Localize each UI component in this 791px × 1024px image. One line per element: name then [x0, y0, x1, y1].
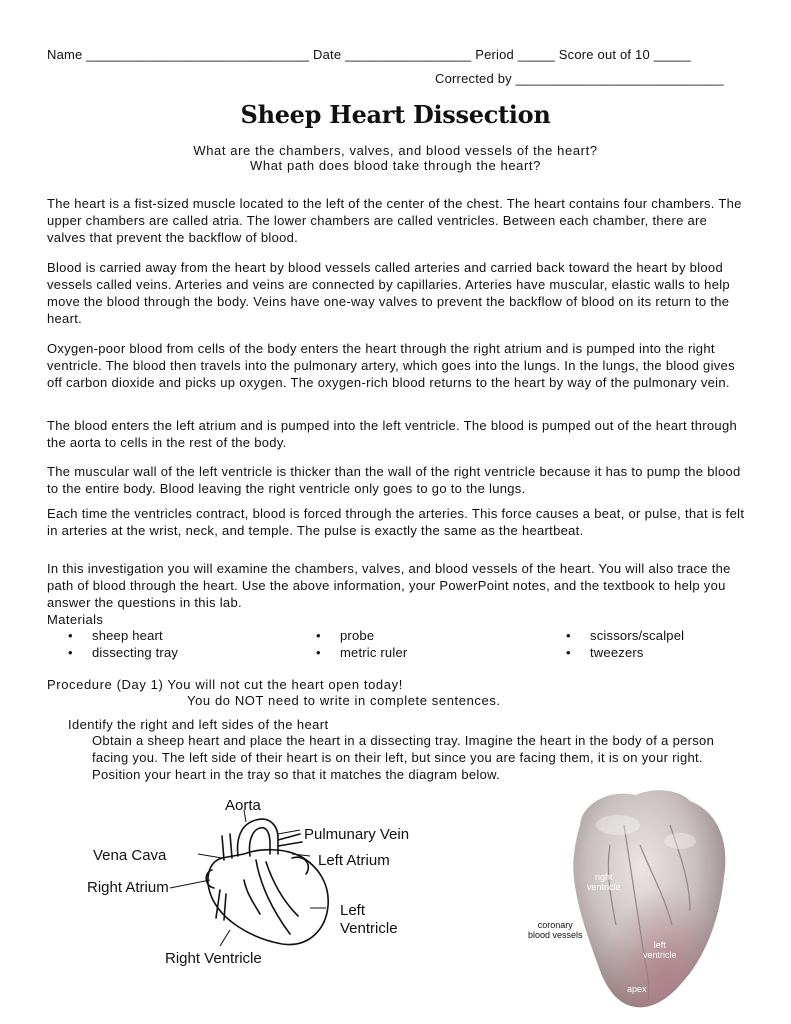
- corrected-by-field: Corrected by ____________________________: [435, 71, 724, 86]
- procedure-note: You do NOT need to write in complete sentences.: [187, 693, 501, 708]
- diagram-label-left-ventricle: Left Ventricle: [340, 902, 398, 937]
- photo-label-left-ventricle: left ventricle: [643, 940, 677, 960]
- material-item: • scissors/scalpel: [566, 628, 684, 643]
- diagram-label-right-atrium: Right Atrium: [87, 879, 169, 896]
- diagram-label-left-atrium: Left Atrium: [318, 852, 390, 869]
- material-item: • probe: [316, 628, 374, 643]
- subtitle-question-1: What are the chambers, valves, and blood vessels of the heart?: [193, 143, 598, 158]
- paragraph-left-side: The blood enters the left atrium and is pumped into the left ventricle. The blood is pumped out of the heart through the aorta to cells in the rest of the body.: [47, 418, 738, 450]
- paragraph-heart-intro: The heart is a fist-sized muscle located to the left of the center of the chest. The heart contains four chambers. The upper chambers are called atria. The lower chambers are called ventricles. Between each chamber, there are valves that prevent the backflow of blood.: [47, 196, 742, 245]
- diagram-label-vena-cava: Vena Cava: [93, 847, 167, 864]
- paragraph-blood-vessels: Blood is carried away from the heart by blood vessels called arteries and carried back toward the heart by blood vessels called veins. Arteries and veins are connected by capillaries. Arteries have muscular, elastic walls to help move the blood through the body. Veins have one-way valves to prevent the backflow of blood on its return to the heart.: [47, 260, 730, 326]
- photo-label-coronary-vessels: coronary blood vessels: [528, 920, 583, 940]
- step-heading: Identify the right and left sides of the heart: [68, 717, 329, 732]
- photo-label-right-ventricle: right ventricle: [587, 872, 621, 892]
- material-item: • metric ruler: [316, 645, 407, 660]
- diagram-label-aorta: Aorta: [225, 797, 261, 814]
- material-item: • sheep heart: [68, 628, 163, 643]
- photo-label-apex: apex: [627, 984, 647, 994]
- material-item: • tweezers: [566, 645, 644, 660]
- paragraph-muscular-wall: The muscular wall of the left ventricle is thicker than the wall of the right ventricle because it has to pump the blood to the entire body. Blood leaving the right ventricle only goes to go to the lungs.: [47, 464, 741, 496]
- paragraph-blood-path: Oxygen-poor blood from cells of the body enters the heart through the right atrium and is pumped into the right ventricle. The blood then travels into the pulmonary artery, which goes into the lungs. In the lungs, the blood gives off carbon dioxide and picks up oxygen. The oxygen-rich blood returns to the heart by way of the pulmonary vein.: [47, 341, 735, 390]
- subtitle-question-2: What path does blood take through the heart?: [250, 158, 541, 173]
- procedure-heading: Procedure (Day 1) You will not cut the heart open today!: [47, 677, 403, 692]
- step-instructions: Obtain a sheep heart and place the heart in a dissecting tray. Imagine the heart in the body of a person facing you. The left side of their heart is on their left, but since you are facing them, it is on your right. Position your heart in the tray so that it matches the diagram below.: [92, 733, 715, 782]
- page-title: Sheep Heart Dissection: [240, 100, 551, 129]
- paragraph-investigation: In this investigation you will examine the chambers, valves, and blood vessels of the heart. You will also trace the path of blood through the heart. Use the above information, your PowerPoint notes, and the textbook to help you answer the questions in this lab.: [47, 561, 731, 610]
- sheep-heart-photo: [540, 785, 750, 1015]
- header-fields: Name ______________________________ Date _________________ Period _____ Score out of 10 _____: [47, 47, 691, 62]
- diagram-label-right-ventricle: Right Ventricle: [165, 950, 262, 967]
- materials-heading: Materials: [47, 612, 104, 627]
- paragraph-pulse: Each time the ventricles contract, blood is forced through the arteries. This force causes a beat, or pulse, that is felt in arteries at the wrist, neck, and temple. The pulse is exactly the same as the heartbeat.: [47, 506, 745, 538]
- diagram-label-pulmonary-vein: Pulmunary Vein: [304, 826, 410, 843]
- material-item: • dissecting tray: [68, 645, 178, 660]
